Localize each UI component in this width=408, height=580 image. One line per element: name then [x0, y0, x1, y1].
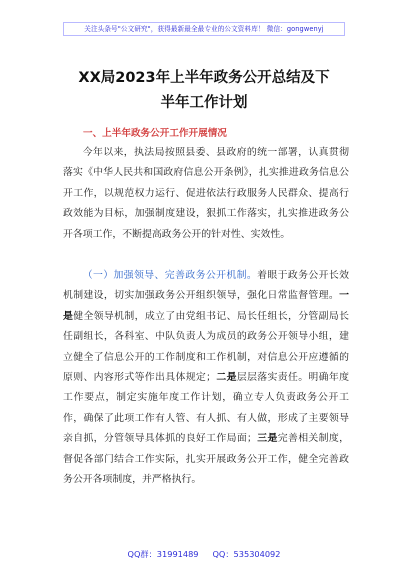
point-marker-2: 二是 [216, 372, 237, 384]
sub-heading: （一）加强领导、完善政务公开机制。 [82, 270, 258, 281]
paragraph-1 [63, 143, 349, 245]
footer-qq: QQ：535304092 [212, 549, 281, 559]
document-title-line-1: XX局2023年上半年政务公开总结及下 [78, 70, 330, 86]
paragraph-2-segment-2: 健全领导机制，成立了由党组书记、局长任组长，分管副局长任副组长，各科室、中队负责人为成员的政务公开领导小组，建立健全了信息公开的工作制度和工作机制，对信息公开应遵循的原则、内容形式等作出具体规定； [63, 310, 349, 384]
section-heading: 一、上半年政务公开工作开展情况 [83, 128, 227, 139]
paragraph-2-text [63, 266, 349, 490]
point-marker-1: 一是 [63, 290, 349, 322]
top-banner: 关注头条号"公文研究"，获得最新最全最专业的公文资料库！ 微信：gongwenyj [63, 22, 345, 36]
document-title-line-2: 半年工作计划 [160, 95, 248, 111]
footer-qq-group: QQ群：31991489 [127, 549, 199, 559]
paragraph-2-segment-4: 完善相关制度，督促各部门结合工作实际，扎实开展政务公开工作，健全完善政务公开各项制度，并严格执行。 [63, 433, 349, 486]
paragraph-2-segment-3: 层层落实责任。明确年度工作要点，制定实施年度工作计划，确立专人负责政务公开工作，确保了此项工作有人管、有人抓、有人做，形成了主要领导亲自抓，分管领导具体抓的良好工作局面； [63, 372, 349, 445]
point-marker-3: 三是 [256, 433, 278, 445]
paragraph-1-text: 今年以来，执法局按照县委、县政府的统一部署，认真贯彻落实《中华人民共和国政府信息公开条例》，扎实推进政务信息公开工作，以规范权力运行、促进依法行政服务人民群众、提高行政效能为目标，加强制度建设，狠抓工作落实，扎实推进政务公开各项工作，不断提高政务公开的针对性、实效性。 [63, 147, 349, 240]
paragraph-2 [63, 266, 349, 490]
paragraph-2-segment-1: 着眼于政务公开长效机制建设，切实加强政务公开组织领导，强化日常监督管理。 [63, 270, 349, 302]
footer-contact [0, 549, 408, 560]
